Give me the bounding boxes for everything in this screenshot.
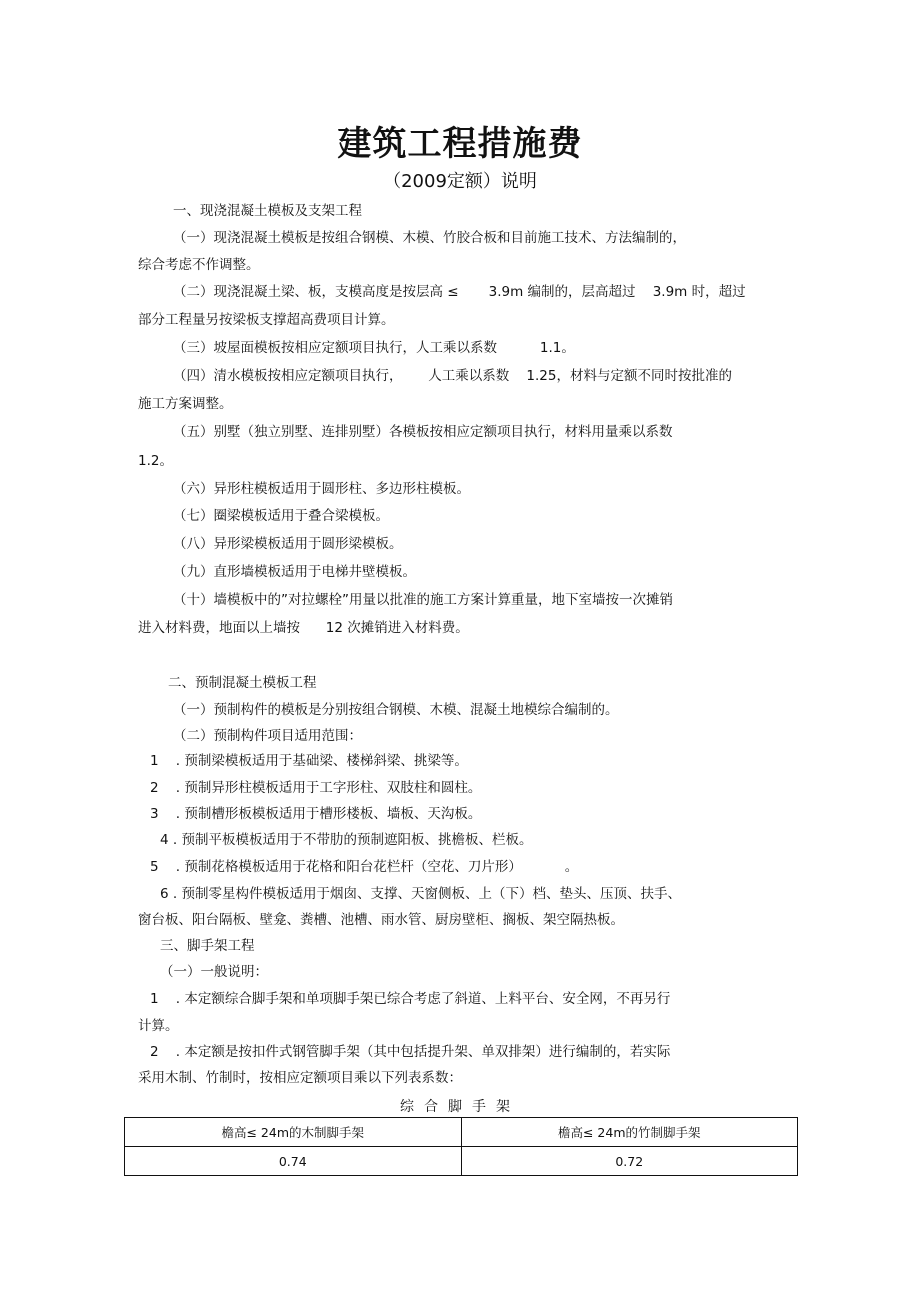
table-header-cell: 檐高≤ 24m的木制脚手架 — [125, 1118, 462, 1147]
coefficient-table — [124, 1117, 798, 1176]
paragraph-line: （七）圈梁模板适用于叠合梁模板。 — [173, 508, 389, 524]
paragraph-line: 窗台板、阳台隔板、壁龛、粪槽、池槽、雨水管、厨房壁柜、搁板、架空隔热板。 — [138, 912, 624, 928]
paragraph-line: （一）现浇混凝土模板是按组合钢模、木模、竹胶合板和目前施工技术、方法编制的， — [173, 230, 686, 246]
list-item: 6 . 预制零星构件模板适用于烟囱、支撑、天窗侧板、上（下）档、垫头、压顶、扶手、 — [160, 886, 681, 902]
paragraph-line: （八）异形梁模板适用于圆形梁模板。 — [173, 536, 403, 552]
list-item: 4 . 预制平板模板适用于不带肋的预制遮阳板、挑檐板、栏板。 — [160, 832, 533, 848]
paragraph-line: （三）坡屋面模板按相应定额项目执行，人工乘以系数 1.1。 — [173, 340, 575, 356]
table-cell: 0.74 — [125, 1147, 462, 1176]
section-heading: 二、预制混凝土模板工程 — [168, 675, 317, 691]
paragraph-line: （五）别墅（独立别墅、连排别墅）各模板按相应定额项目执行，材料用量乘以系数 — [173, 424, 673, 440]
paragraph-line: （六）异形柱模板适用于圆形柱、多边形柱模板。 — [173, 481, 470, 497]
list-item: 2 . 本定额是按扣件式钢管脚手架（其中包括提升架、单双排架）进行编制的，若实际 — [150, 1044, 671, 1060]
paragraph-line: 综合考虑不作调整。 — [138, 257, 260, 273]
table-title: 综合脚手架 — [400, 1099, 520, 1115]
table-cell: 0.72 — [461, 1147, 798, 1176]
paragraph-line: （九）直形墙模板适用于电梯井壁模板。 — [173, 564, 416, 580]
paragraph-line: （十）墙模板中的”对拉螺栓”用量以批准的施工方案计算重量，地下室墙按一次摊销 — [173, 592, 673, 608]
section-heading: 一、现浇混凝土模板及支架工程 — [173, 203, 362, 219]
paragraph-line: 采用木制、竹制时，按相应定额项目乘以下列表系数： — [138, 1070, 462, 1086]
paragraph-line: 施工方案调整。 — [138, 396, 233, 412]
list-item: 1 . 预制梁模板适用于基础梁、楼梯斜梁、挑梁等。 — [150, 753, 468, 769]
list-item: 3 . 预制槽形板模板适用于槽形楼板、墙板、天沟板。 — [150, 806, 482, 822]
paragraph-line: 部分工程量另按梁板支撑超高费项目计算。 — [138, 312, 395, 328]
section-heading: 三、脚手架工程 — [160, 938, 255, 954]
table-row — [125, 1147, 798, 1176]
paragraph-line: （四）清水模板按相应定额项目执行， 人工乘以系数 1.25，材料与定额不同时按批准的 — [173, 368, 732, 384]
list-item: 5 . 预制花格模板适用于花格和阳台花栏杆（空花、刀片形） 。 — [150, 859, 579, 875]
table-header-row — [125, 1118, 798, 1147]
paragraph-line: （二）预制构件项目适用范围： — [173, 728, 362, 744]
paragraph-line: （二）现浇混凝土梁、板，支模高度是按层高 ≤ 3.9m 编制的，层高超过 3.9m 时，超过 — [173, 284, 746, 300]
paragraph-line: 计算。 — [138, 1018, 179, 1034]
list-item: 1 . 本定额综合脚手架和单项脚手架已综合考虑了斜道、上料平台、安全网，不再另行 — [150, 991, 671, 1007]
paragraph-line: （一）一般说明： — [160, 964, 268, 980]
table-header-cell: 檐高≤ 24m的竹制脚手架 — [461, 1118, 798, 1147]
list-item: 2 . 预制异形柱模板适用于工字形柱、双肢柱和圆柱。 — [150, 780, 482, 796]
paragraph-line: 进入材料费，地面以上墙按 12 次摊销进入材料费。 — [138, 620, 469, 636]
document-subtitle: （2009定额）说明 — [383, 171, 537, 192]
paragraph-line: （一）预制构件的模板是分别按组合钢模、木模、混凝土地模综合编制的。 — [173, 702, 619, 718]
paragraph-line: 1.2。 — [138, 453, 173, 469]
document-title: 建筑工程措施费 — [337, 124, 583, 164]
